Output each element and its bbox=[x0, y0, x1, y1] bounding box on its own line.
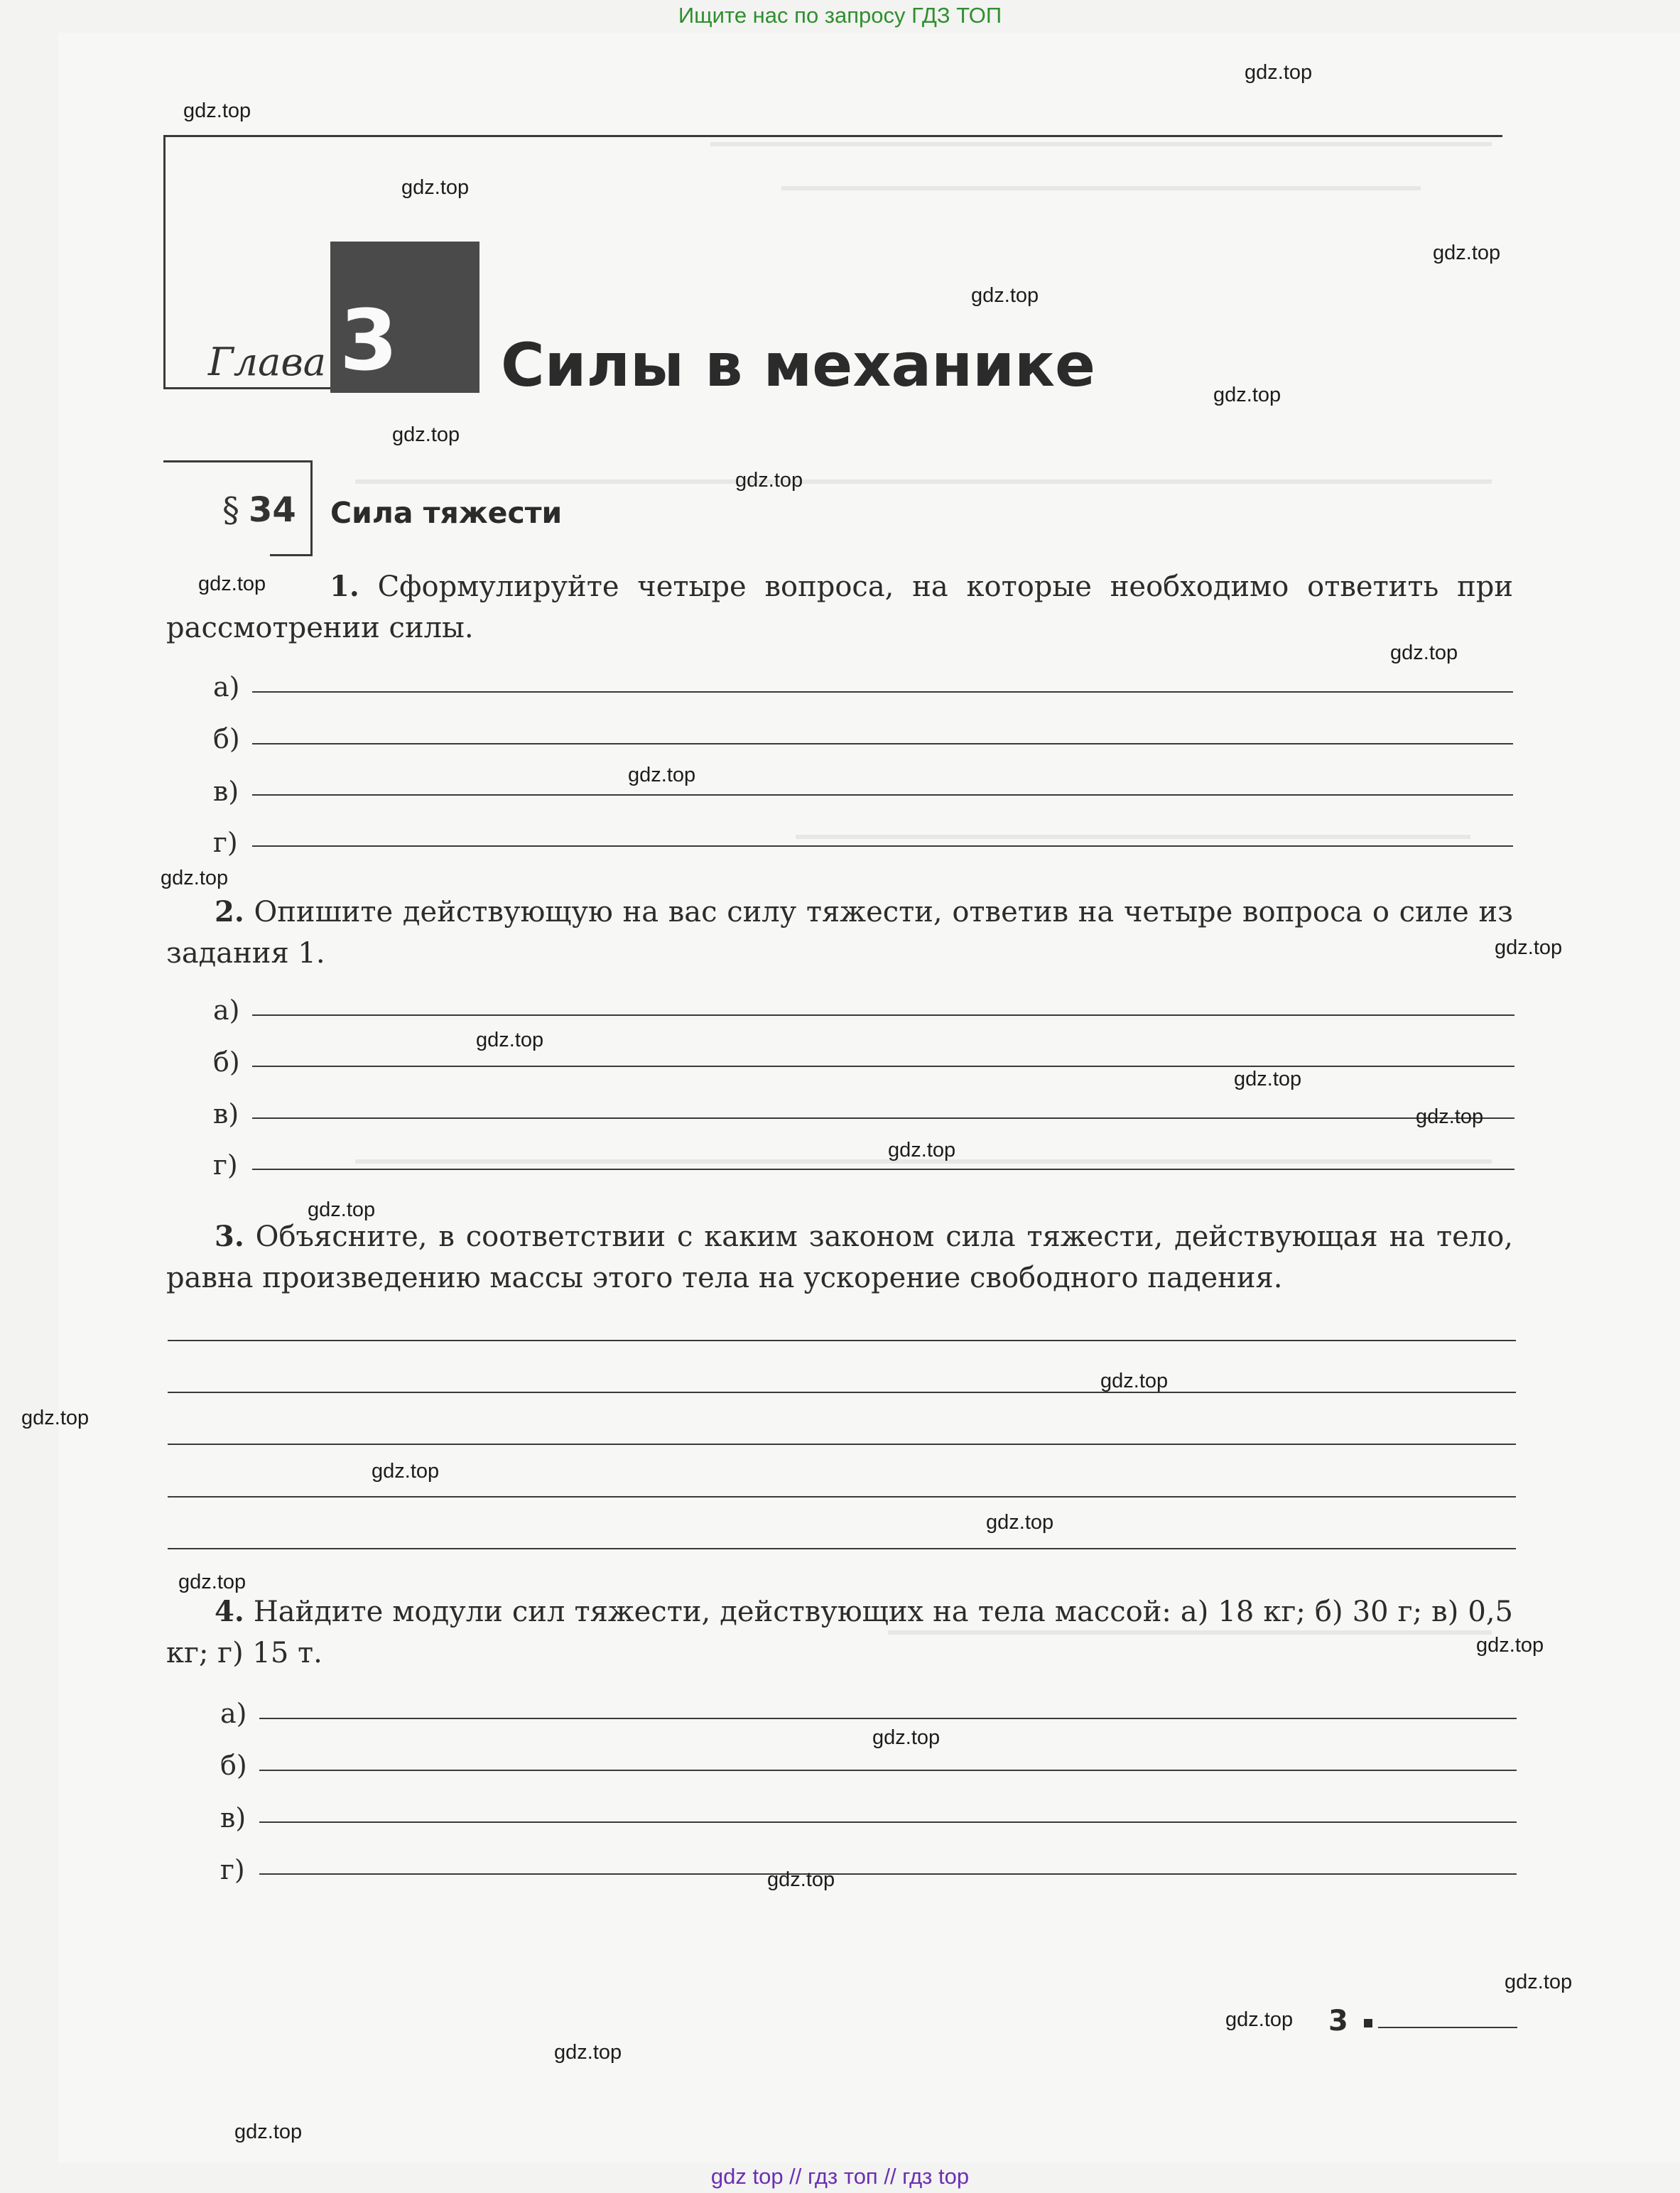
answer-line[interactable] bbox=[252, 1117, 1514, 1119]
watermark: gdz.top bbox=[1390, 641, 1458, 664]
watermark: gdz.top bbox=[178, 1571, 246, 1593]
answer-label: г) bbox=[220, 1854, 245, 1885]
watermark: gdz.top bbox=[476, 1029, 544, 1051]
watermark: gdz.top bbox=[1495, 936, 1563, 959]
watermark: gdz.top bbox=[628, 764, 696, 786]
watermark: gdz.top bbox=[872, 1726, 941, 1749]
answer-line[interactable] bbox=[168, 1444, 1516, 1445]
watermark: gdz.top bbox=[21, 1407, 90, 1429]
watermark: gdz.top bbox=[888, 1139, 956, 1162]
question-1 bbox=[166, 566, 1513, 649]
chapter-word: Глава bbox=[208, 340, 326, 384]
answer-line[interactable] bbox=[252, 1014, 1514, 1016]
page-number: 3 bbox=[1328, 2005, 1348, 2037]
answer-line[interactable] bbox=[252, 1066, 1514, 1067]
section-title: Сила тяжести bbox=[330, 496, 563, 530]
answer-line[interactable] bbox=[259, 1718, 1517, 1719]
answer-line[interactable] bbox=[252, 845, 1513, 847]
answer-label: б) bbox=[213, 723, 240, 754]
answer-label: б) bbox=[213, 1046, 240, 1078]
answer-line[interactable] bbox=[168, 1340, 1516, 1341]
bleed-through-trace bbox=[710, 142, 1492, 146]
watermark: gdz.top bbox=[234, 2121, 303, 2143]
watermark: gdz.top bbox=[1245, 61, 1313, 84]
chapter-title: Силы в механике bbox=[501, 330, 1096, 400]
watermark: gdz.top bbox=[1100, 1370, 1169, 1392]
watermark: gdz.top bbox=[183, 99, 251, 122]
question-3 bbox=[166, 1216, 1513, 1299]
question-2 bbox=[166, 892, 1513, 974]
watermark: gdz.top bbox=[767, 1868, 835, 1891]
question-number: 1. bbox=[330, 570, 359, 603]
answer-label: в) bbox=[213, 776, 239, 807]
watermark: gdz.top bbox=[1213, 384, 1281, 406]
watermark: gdz.top bbox=[986, 1511, 1054, 1534]
chapter-frame-left bbox=[163, 135, 166, 389]
answer-label: в) bbox=[220, 1802, 246, 1834]
watermark: gdz.top bbox=[392, 423, 460, 446]
watermark: gdz.top bbox=[161, 867, 229, 889]
question-number: 3. bbox=[215, 1220, 244, 1253]
watermark: gdz.top bbox=[198, 573, 266, 595]
watermark: gdz.top bbox=[554, 2041, 622, 2064]
page-number-rule bbox=[1378, 2027, 1517, 2028]
answer-line[interactable] bbox=[168, 1548, 1516, 1549]
answer-line[interactable] bbox=[252, 1169, 1514, 1170]
chapter-frame-top bbox=[163, 135, 1502, 137]
watermark: gdz.top bbox=[1234, 1068, 1302, 1090]
section-frame-bottom bbox=[270, 554, 313, 556]
watermark: gdz.top bbox=[372, 1460, 440, 1483]
question-number: 2. bbox=[215, 895, 244, 928]
answer-line[interactable] bbox=[259, 1770, 1517, 1771]
question-text: Опишите действующую на вас силу тяжести, ответив на четыре вопроса о силе из задания 1. bbox=[166, 896, 1513, 970]
answer-line[interactable] bbox=[252, 691, 1513, 693]
watermark: gdz.top bbox=[308, 1198, 376, 1221]
answer-label: а) bbox=[213, 671, 240, 703]
watermark: gdz.top bbox=[1225, 2008, 1294, 2031]
question-4 bbox=[166, 1591, 1513, 1674]
section-sign: § bbox=[222, 490, 239, 530]
question-text: Сформулируйте четыре вопроса, на которые необходимо ответить при рассмотрении силы. bbox=[166, 570, 1513, 644]
answer-line[interactable] bbox=[259, 1821, 1517, 1823]
watermark: gdz.top bbox=[971, 284, 1039, 307]
answer-label: б) bbox=[220, 1750, 247, 1781]
chapter-number: 3 bbox=[340, 291, 399, 389]
question-number: 4. bbox=[215, 1595, 244, 1628]
answer-label: а) bbox=[220, 1698, 247, 1729]
answer-label: а) bbox=[213, 995, 240, 1026]
footer-links[interactable]: gdz top // гдз топ // гдз top bbox=[710, 2164, 970, 2189]
answer-line[interactable] bbox=[168, 1496, 1516, 1498]
section-number: 34 bbox=[249, 490, 296, 530]
watermark: gdz.top bbox=[1433, 242, 1501, 264]
chapter-frame-bottom bbox=[163, 387, 334, 389]
top-banner[interactable]: Ищите нас по запросу ГДЗ ТОП bbox=[678, 3, 1002, 28]
watermark: gdz.top bbox=[1505, 1971, 1573, 1993]
section-frame-right bbox=[310, 460, 313, 556]
answer-line[interactable] bbox=[252, 794, 1513, 796]
section-frame-top bbox=[163, 460, 313, 462]
watermark: gdz.top bbox=[401, 176, 470, 199]
answer-label: г) bbox=[213, 827, 238, 858]
watermark: gdz.top bbox=[1416, 1105, 1484, 1128]
question-text: Найдите модули сил тяжести, действующих на тела массой: а) 18 кг; б) 30 г; в) 0,5 кг; г) 15 т. bbox=[166, 1596, 1513, 1669]
bleed-through-trace bbox=[796, 835, 1470, 839]
answer-label: в) bbox=[213, 1098, 239, 1130]
answer-line[interactable] bbox=[168, 1392, 1516, 1393]
question-text: Объясните, в соответствии с каким законом сила тяжести, действующая на тело, равна произведению массы этого тела на ускорение свободного падения. bbox=[166, 1220, 1513, 1294]
answer-line[interactable] bbox=[259, 1873, 1517, 1875]
watermark: gdz.top bbox=[735, 469, 803, 492]
watermark: gdz.top bbox=[1476, 1634, 1544, 1657]
answer-label: г) bbox=[213, 1149, 238, 1181]
page-number-marker bbox=[1364, 2019, 1372, 2027]
bleed-through-trace bbox=[355, 480, 1492, 484]
answer-line[interactable] bbox=[252, 743, 1513, 744]
bleed-through-trace bbox=[781, 186, 1421, 190]
